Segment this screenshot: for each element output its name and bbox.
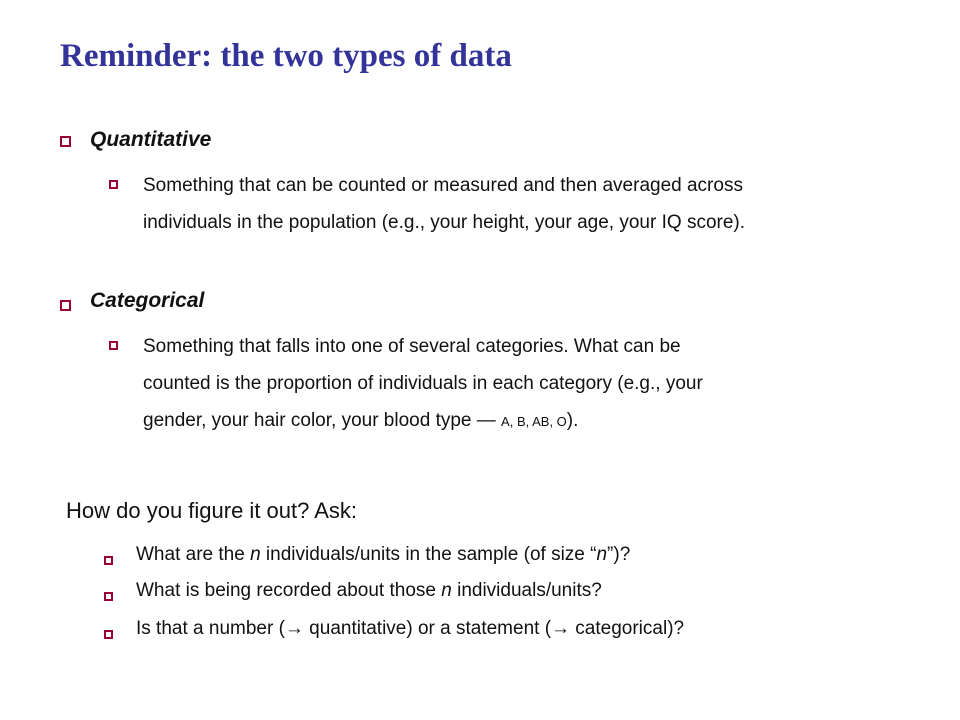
ask-item-3-part-b: quantitative) or a statement ( [303, 618, 552, 639]
ask-item-2-part-a: What is being recorded about those [136, 580, 442, 601]
quantitative-definition-line-1: Something that can be counted or measured and then averaged across [143, 175, 743, 196]
bullet-quantitative-definition [109, 180, 118, 189]
bullet-quantitative [60, 136, 71, 147]
ask-item-3 [136, 618, 684, 640]
bullet-categorical-definition [109, 341, 118, 350]
bullet-categorical [60, 300, 71, 311]
categorical-definition [143, 328, 703, 440]
heading-categorical: Categorical [90, 289, 205, 312]
slide-title: Reminder: the two types of data [60, 38, 512, 74]
ask-item-2 [136, 580, 602, 602]
bullet-ask-1 [104, 556, 113, 565]
ask-item-1-n2: n [596, 544, 608, 565]
right-arrow-icon: → [284, 618, 304, 639]
categorical-definition-line-3 [143, 402, 703, 440]
quantitative-definition [143, 167, 745, 241]
right-arrow-icon: → [551, 618, 571, 639]
ask-item-2-n: n [441, 580, 452, 601]
ask-item-1-part-b: individuals/units in the sample (of size “ [260, 544, 597, 565]
ask-item-1-part-c: ”)? [607, 544, 631, 565]
quantitative-definition-line-2: individuals in the population (e.g., your height, your age, your IQ score). [143, 212, 746, 233]
ask-item-1 [136, 544, 630, 566]
ask-item-3-part-a: Is that a number ( [136, 618, 285, 639]
ask-item-1-part-a: What are the [136, 544, 251, 565]
heading-quantitative: Quantitative [90, 128, 212, 151]
bullet-ask-3 [104, 630, 113, 639]
blood-types: A, B, AB, O [501, 414, 567, 429]
categorical-definition-line-1: Something that falls into one of several categories. What can be [143, 336, 681, 357]
categorical-definition-line-2: counted is the proportion of individuals in each category (e.g., your [143, 373, 703, 394]
ask-item-3-part-c: categorical)? [570, 618, 685, 639]
ask-item-2-part-b: individuals/units? [451, 580, 602, 601]
ask-item-1-n: n [250, 544, 261, 565]
bullet-ask-2 [104, 592, 113, 601]
categorical-line-3-start: gender, your hair color, your blood type — [143, 410, 502, 431]
categorical-line-3-end: ). [566, 410, 579, 431]
ask-question: How do you figure it out? Ask: [66, 498, 358, 523]
